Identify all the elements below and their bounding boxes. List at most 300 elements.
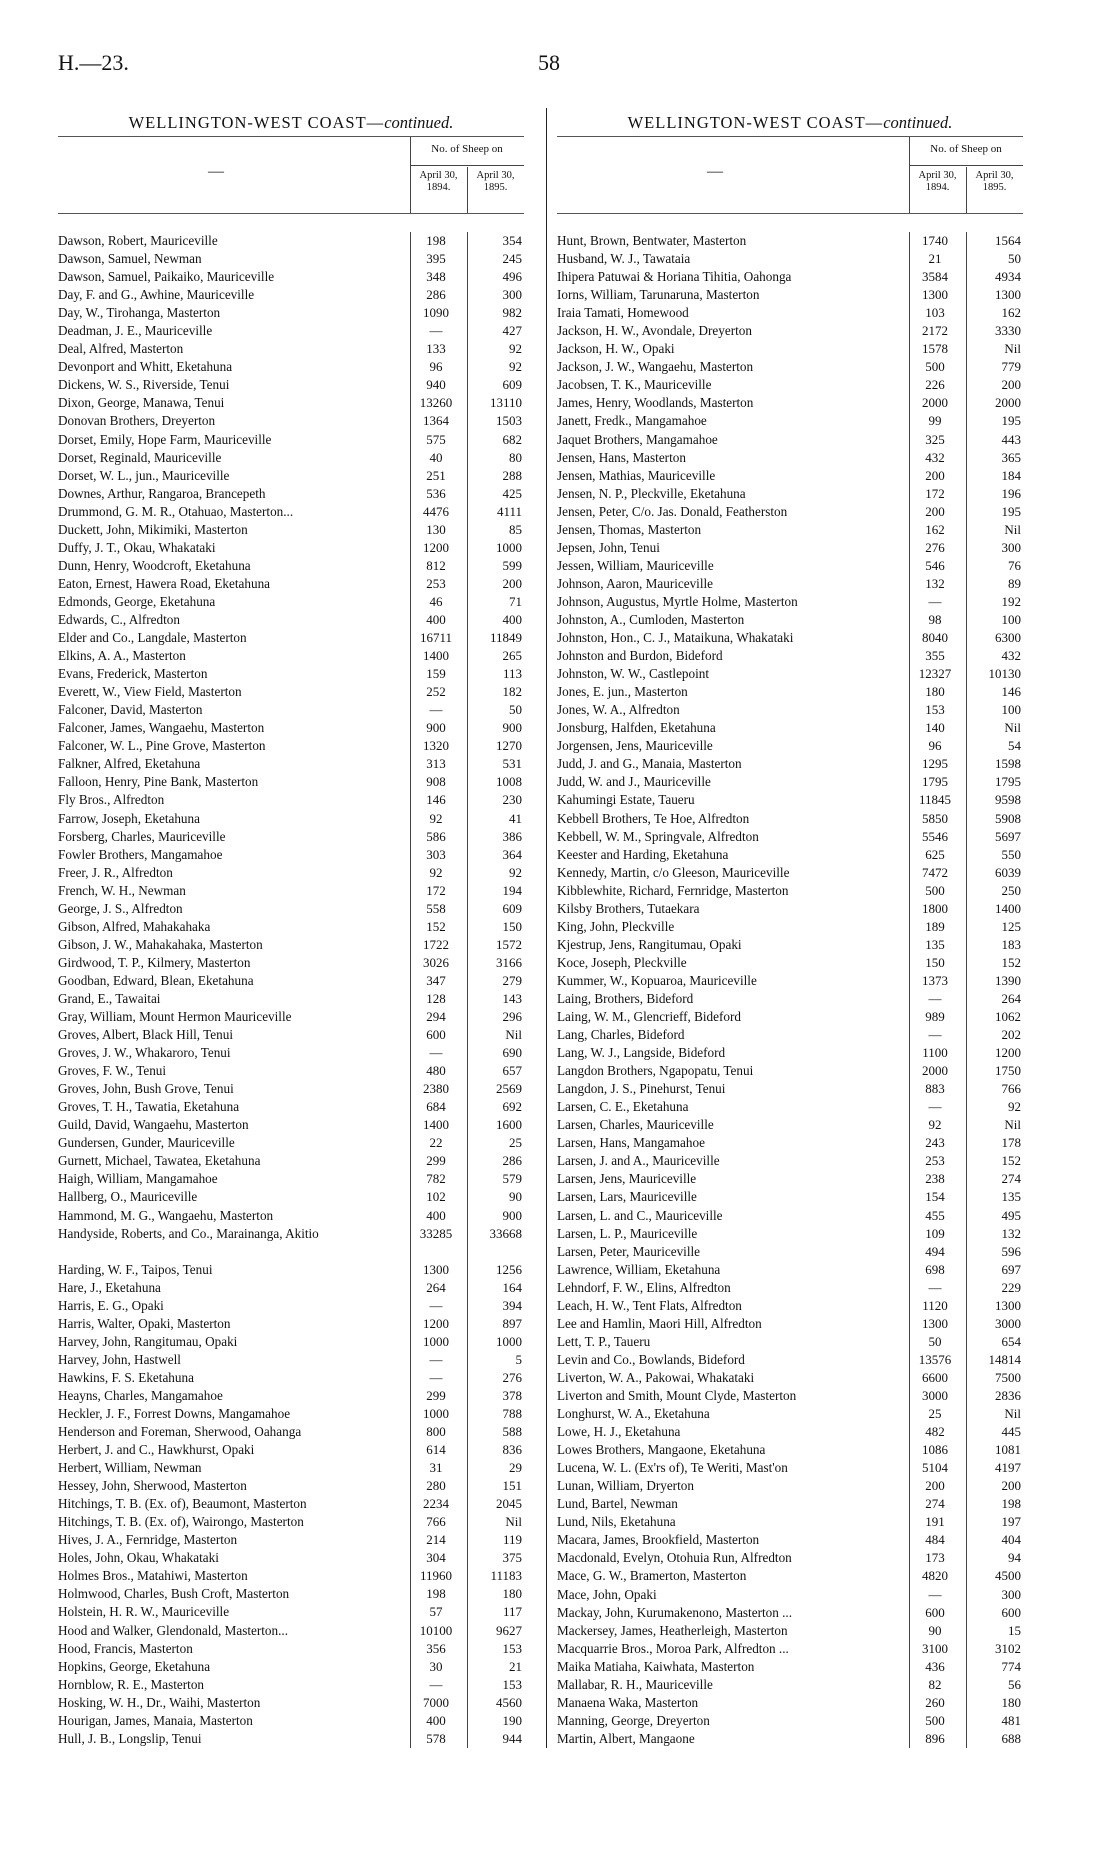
sheep-count-1895: 56 <box>1008 1676 1021 1692</box>
table-row <box>557 1622 1023 1640</box>
owner-name: Deal, Alfred, Masterton <box>58 341 184 357</box>
sheep-count-1895: 4197 <box>995 1460 1021 1476</box>
owner-name: Hawkins, F. S. Eketahuna <box>58 1369 194 1385</box>
sheep-count-1895: 200 <box>1001 1478 1021 1494</box>
sheep-count-1894: 800 <box>426 1424 446 1439</box>
table-row <box>557 1730 1023 1748</box>
table-row <box>58 322 524 340</box>
owner-name: Larsen, C. E., Eketahuna <box>557 1099 689 1115</box>
sheep-count-1894: 140 <box>925 720 945 736</box>
owner-name: Falconer, David, Masterton <box>58 702 203 718</box>
table-row <box>557 1712 1023 1730</box>
owner-name: Harvey, John, Hastwell <box>58 1351 181 1367</box>
sheep-count-1894: 30 <box>429 1658 443 1674</box>
sheep-count-1894: 299 <box>426 1387 446 1403</box>
table-row <box>58 1152 524 1170</box>
sheep-count-1894: 159 <box>426 666 446 682</box>
sheep-count-1895: 432 <box>1001 648 1021 664</box>
sheep-count-1895: 276 <box>502 1369 522 1385</box>
sheep-count-1894: 214 <box>426 1532 446 1548</box>
table-row <box>557 340 1023 358</box>
owner-name: Lee and Hamlin, Maori Hill, Alfredton <box>557 1315 762 1331</box>
table-row <box>557 1044 1023 1062</box>
sheep-count-1894: 482 <box>925 1424 945 1440</box>
owner-name: Kilsby Brothers, Tutaekara <box>557 900 700 916</box>
sheep-count-1895: 119 <box>502 1532 522 1548</box>
sheep-count-1895: 1598 <box>995 756 1021 772</box>
table-row <box>557 376 1023 394</box>
owner-name: Laing, W. M., Glencrieff, Bideford <box>557 1009 741 1025</box>
sheep-count-1895: 92 <box>1008 1099 1021 1115</box>
sheep-count-1895: 229 <box>1001 1279 1021 1295</box>
sheep-count-1895: 697 <box>1001 1261 1021 1277</box>
owner-name: Lund, Bartel, Newman <box>557 1496 678 1512</box>
sheep-count-1894: 3584 <box>922 269 948 285</box>
sheep-count-1895: 400 <box>502 611 522 627</box>
sheep-count-1894: 96 <box>429 359 443 375</box>
table-row <box>557 791 1023 809</box>
sheep-count-1895: 690 <box>502 1045 522 1061</box>
sheep-count-1895: 164 <box>502 1279 522 1295</box>
sheep-count-1894: — <box>928 990 942 1006</box>
table-row <box>557 846 1023 864</box>
table-row <box>58 304 524 322</box>
sheep-count-header: No. of Sheep on <box>930 143 1002 155</box>
sheep-count-1895: 288 <box>502 467 522 483</box>
sheep-count-1895: 92 <box>509 359 522 375</box>
owner-name: Lowes Brothers, Mangaone, Eketahuna <box>557 1442 766 1458</box>
owner-name: Larsen, Jens, Mauriceville <box>557 1171 697 1187</box>
right-table-header <box>557 136 1023 214</box>
sheep-count-1894: 243 <box>925 1135 945 1151</box>
owner-name: Husband, W. J., Tawataia <box>557 251 691 267</box>
sheep-count-1895: Nil <box>505 1027 522 1043</box>
owner-name: Goodban, Edward, Blean, Eketahuna <box>58 972 254 988</box>
date-1895-header: April 30, 1895. <box>975 170 1014 193</box>
owner-name: Langdon Brothers, Ngapopatu, Tenui <box>557 1063 754 1079</box>
sheep-count-1895: 1564 <box>995 233 1021 248</box>
column-divider <box>546 108 547 1748</box>
sheep-count-1895: 496 <box>502 269 522 285</box>
owner-name: Hourigan, James, Manaia, Masterton <box>58 1712 253 1728</box>
owner-name: Jensen, Hans, Masterton <box>557 449 686 465</box>
owner-name: Evans, Frederick, Masterton <box>58 666 208 682</box>
sheep-count-1894: 238 <box>925 1171 945 1187</box>
owner-name: Kummer, W., Kopuaroa, Mauriceville <box>557 972 757 988</box>
sheep-count-1894: 578 <box>426 1730 446 1746</box>
sheep-count-1895: 1200 <box>995 1045 1021 1061</box>
owner-name: Elkins, A. A., Masterton <box>58 648 186 664</box>
table-row <box>557 773 1023 791</box>
right-column <box>557 110 1023 1748</box>
sheep-count-1895: 195 <box>1001 413 1021 429</box>
sheep-count-1894: 3026 <box>423 954 449 970</box>
owner-name: Groves, J. W., Whakaroro, Tenui <box>58 1045 231 1061</box>
table-row <box>58 1495 524 1513</box>
owner-name: Harvey, John, Rangitumau, Opaki <box>58 1333 238 1349</box>
table-row <box>557 1098 1023 1116</box>
table-row <box>557 1188 1023 1206</box>
owner-name: Duckett, John, Mikimiki, Masterton <box>58 521 248 537</box>
owner-name: Grand, E., Tawaitai <box>58 990 161 1006</box>
sheep-count-1894: 274 <box>925 1496 945 1512</box>
sheep-count-1894: 303 <box>426 846 446 862</box>
sheep-count-1894: 1300 <box>922 1315 948 1331</box>
sheep-count-1894: 600 <box>426 1027 446 1043</box>
sheep-count-1895: 1503 <box>496 413 522 429</box>
sheep-count-1894: 586 <box>426 828 446 844</box>
owner-name: Macquarrie Bros., Moroa Park, Alfredton ... <box>557 1640 789 1656</box>
table-row <box>557 1225 1023 1243</box>
table-row <box>557 1261 1023 1279</box>
sheep-count-1895: 300 <box>1001 1586 1021 1602</box>
sheep-count-1894: 989 <box>925 1009 945 1025</box>
sheep-count-1894: 698 <box>925 1261 945 1277</box>
sheep-count-1895: 531 <box>502 756 522 772</box>
owner-name: Iraia Tamati, Homewood <box>557 305 689 321</box>
owner-name: Hitchings, T. B. (Ex. of), Beaumont, Masterton <box>58 1496 307 1512</box>
table-row <box>58 503 524 521</box>
table-row <box>58 340 524 358</box>
sheep-count-1895: 354 <box>502 233 522 248</box>
owner-name: Downes, Arthur, Rangaroa, Brancepeth <box>58 485 266 501</box>
table-row <box>58 737 524 755</box>
owner-name: Martin, Albert, Mangaone <box>557 1730 695 1746</box>
table-row <box>58 1170 524 1188</box>
owner-name: Janett, Fredk., Mangamahoe <box>557 413 707 429</box>
sheep-count-1894: 150 <box>925 954 945 970</box>
owner-name: Jones, E. jun., Masterton <box>557 684 688 700</box>
sheep-count-1894: 400 <box>426 611 446 627</box>
owner-name: Ihipera Patuwai & Horiana Tihitia, Oahonga <box>557 269 792 285</box>
table-row <box>557 918 1023 936</box>
owner-name: Johnston, W. W., Castlepoint <box>557 666 710 682</box>
sheep-count-1895: 6300 <box>995 630 1021 646</box>
sheep-count-1894: 253 <box>426 575 446 591</box>
owner-name: Larsen, Charles, Mauriceville <box>557 1117 714 1133</box>
sheep-count-1895: 657 <box>502 1063 522 1079</box>
sheep-count-1895: 3166 <box>496 954 522 970</box>
table-row <box>58 1640 524 1658</box>
table-row <box>58 846 524 864</box>
sheep-count-1895: 443 <box>1001 431 1021 447</box>
sheep-count-1895: 1572 <box>496 936 522 952</box>
sheep-count-1895: 85 <box>509 521 522 537</box>
owner-name: Judd, J. and G., Manaia, Masterton <box>557 756 742 772</box>
table-row <box>58 1549 524 1567</box>
sheep-count-1895: 1750 <box>995 1063 1021 1079</box>
sheep-count-1895: 50 <box>1008 251 1021 267</box>
sheep-count-1894: 1578 <box>922 341 948 357</box>
sheep-count-1894: 1200 <box>423 1315 449 1331</box>
sheep-count-1895: 41 <box>509 810 522 826</box>
sheep-count-1894: 11960 <box>419 1568 453 1584</box>
table-row <box>58 1730 524 1748</box>
date-1895-header: April 30, 1895. <box>476 170 515 193</box>
owner-name: Girdwood, T. P., Kilmery, Masterton <box>58 954 251 970</box>
owner-name: Fowler Brothers, Mangamahoe <box>58 846 223 862</box>
table-row <box>58 485 524 503</box>
table-row <box>557 1026 1023 1044</box>
sheep-count-1895: 29 <box>509 1460 522 1476</box>
owner-name: Guild, David, Wangaehu, Masterton <box>58 1117 249 1133</box>
table-row <box>557 394 1023 412</box>
table-row <box>557 990 1023 1008</box>
table-row <box>557 1567 1023 1585</box>
sheep-count-1895: 1000 <box>496 539 522 555</box>
sheep-count-1895: 1795 <box>995 774 1021 790</box>
sheep-count-1894: 31 <box>429 1460 443 1476</box>
table-row <box>557 1369 1023 1387</box>
sheep-count-1895: 3000 <box>995 1315 1021 1331</box>
sheep-count-1894: 2234 <box>423 1496 449 1512</box>
owner-name: Dixon, George, Manawa, Tenui <box>58 395 225 411</box>
sheep-count-1895: 202 <box>1001 1027 1021 1043</box>
owner-name: Lett, T. P., Taueru <box>557 1333 651 1349</box>
owner-name: Mackay, John, Kurumakenono, Masterton ... <box>557 1604 793 1620</box>
owner-name: French, W. H., Newman <box>58 882 186 898</box>
owner-name: Eaton, Ernest, Hawera Road, Eketahuna <box>58 575 271 591</box>
owner-name: Holstein, H. R. W., Mauriceville <box>58 1604 230 1620</box>
sheep-count-1894: 908 <box>426 774 446 790</box>
owner-name: Johnson, Augustus, Myrtle Holme, Masterton <box>557 593 798 609</box>
owner-name: Hallberg, O., Mauriceville <box>58 1189 198 1205</box>
sheep-count-1894: 11845 <box>918 792 952 808</box>
sheep-count-1894: 4820 <box>922 1568 948 1584</box>
table-row <box>58 1279 524 1297</box>
sheep-count-1894: 3000 <box>922 1388 948 1403</box>
sheep-count-1895: 296 <box>502 1009 522 1025</box>
sheep-count-1895: 178 <box>1001 1135 1021 1151</box>
table-row <box>557 1586 1023 1604</box>
owner-name: Falconer, James, Wangaehu, Masterton <box>58 720 265 736</box>
sheep-count-1894: 812 <box>426 557 446 573</box>
sheep-count-1895: 2836 <box>995 1388 1021 1403</box>
sheep-count-1895: 135 <box>1001 1189 1021 1205</box>
sheep-count-1895: 1400 <box>995 900 1021 916</box>
sheep-count-1894: 198 <box>426 1586 446 1602</box>
left-table-header <box>58 136 524 214</box>
sheep-count-1895: 982 <box>502 305 522 321</box>
sheep-count-1895: 9627 <box>496 1622 522 1638</box>
sheep-count-1894: 1364 <box>423 413 449 429</box>
owner-name: King, John, Pleckville <box>557 918 675 934</box>
sheep-count-1895: 654 <box>1001 1333 1021 1349</box>
table-row <box>557 539 1023 557</box>
sheep-count-1895: 143 <box>502 990 522 1006</box>
owner-name: Jensen, Thomas, Masterton <box>557 521 702 537</box>
sheep-count-1894: 103 <box>925 305 945 321</box>
table-row <box>58 467 524 485</box>
sheep-count-1895: 50 <box>509 702 522 718</box>
sheep-count-1894: 325 <box>925 431 945 447</box>
table-row <box>557 665 1023 683</box>
owner-name: Dorset, W. L., jun., Mauriceville <box>58 467 230 483</box>
sheep-count-1894: 766 <box>426 1514 446 1530</box>
table-row <box>58 557 524 575</box>
table-row <box>557 1170 1023 1188</box>
sheep-count-1894: 500 <box>925 359 945 375</box>
sheep-count-1895: 200 <box>502 575 522 591</box>
table-row <box>58 539 524 557</box>
sheep-count-1895: 788 <box>502 1405 522 1421</box>
owner-name: Maika Matiaha, Kaiwhata, Masterton <box>557 1658 755 1674</box>
sheep-count-1894: 546 <box>925 557 945 573</box>
sheep-count-1894: 1400 <box>423 648 449 664</box>
sheep-count-1894: 1300 <box>423 1261 449 1277</box>
sheep-count-1895: 1600 <box>496 1117 522 1133</box>
owner-name: George, J. S., Alfredton <box>58 900 183 916</box>
table-row <box>557 557 1023 575</box>
owner-name: Larsen, J. and A., Mauriceville <box>557 1153 720 1169</box>
sheep-count-1894: 1320 <box>423 738 449 754</box>
owner-name: Levin and Co., Bowlands, Bideford <box>557 1351 745 1367</box>
table-row <box>557 1640 1023 1658</box>
sheep-count-1894: 1090 <box>423 305 449 321</box>
table-row <box>557 1243 1023 1261</box>
sheep-count-1894: 21 <box>928 251 942 267</box>
sheep-count-1894: 600 <box>925 1604 945 1620</box>
table-row <box>58 900 524 918</box>
sheep-count-1894: 251 <box>426 467 446 483</box>
sheep-count-1894: 6600 <box>922 1369 948 1385</box>
table-row <box>58 1188 524 1206</box>
table-row <box>58 1567 524 1585</box>
owner-name: Lawrence, William, Eketahuna <box>557 1261 721 1277</box>
sheep-count-1895: 25 <box>509 1135 522 1151</box>
table-row <box>58 1333 524 1351</box>
owner-name: Kibblewhite, Richard, Fernridge, Masterton <box>557 882 789 898</box>
sheep-count-1894: 152 <box>426 918 446 934</box>
table-row <box>557 1116 1023 1134</box>
sheep-count-1895: 550 <box>1001 846 1021 862</box>
sheep-count-1894: — <box>928 1027 942 1043</box>
owner-name: Hull, J. B., Longslip, Tenui <box>58 1730 202 1746</box>
sheep-count-1894: 264 <box>426 1279 446 1295</box>
table-row <box>557 1423 1023 1441</box>
sheep-count-1895: 89 <box>1008 575 1021 591</box>
table-row <box>58 1423 524 1441</box>
table-row <box>557 1387 1023 1405</box>
owner-name: Herbert, William, Newman <box>58 1460 202 1476</box>
owner-name: Hosking, W. H., Dr., Waihi, Masterton <box>58 1694 261 1710</box>
sheep-count-1895: Nil <box>1004 720 1021 736</box>
sheep-count-1894: 558 <box>426 900 446 916</box>
table-row <box>557 1459 1023 1477</box>
table-row <box>58 1315 524 1333</box>
owner-name: Kahumingi Estate, Taueru <box>557 792 695 808</box>
owner-name: Devonport and Whitt, Eketahuna <box>58 359 233 375</box>
sheep-count-1895: 151 <box>502 1478 522 1494</box>
sheep-count-1894: 1300 <box>922 287 948 303</box>
table-row <box>58 1207 524 1225</box>
sheep-count-1895: 76 <box>1008 557 1021 573</box>
sheep-count-1895: 152 <box>1001 1153 1021 1169</box>
sheep-count-1894: 1000 <box>423 1405 449 1421</box>
sheep-count-1895: 6039 <box>995 864 1021 880</box>
sheep-count-1894: 2380 <box>423 1081 449 1097</box>
sheep-count-1895: 495 <box>1001 1207 1021 1223</box>
sheep-count-1894: 132 <box>925 575 945 591</box>
table-row <box>557 412 1023 430</box>
sheep-count-1895: 10130 <box>988 666 1021 682</box>
table-row <box>58 972 524 990</box>
sheep-count-1894: 896 <box>925 1730 945 1746</box>
table-row <box>58 1134 524 1152</box>
sheep-count-1895: 682 <box>502 431 522 447</box>
sheep-count-1894: 10100 <box>419 1622 453 1638</box>
table-row <box>557 575 1023 593</box>
sheep-count-1894: 109 <box>925 1225 945 1241</box>
sheep-count-1895: 198 <box>1001 1496 1021 1512</box>
owner-name: Day, F. and G., Awhine, Mauriceville <box>58 287 255 303</box>
right-column-title: WELLINGTON-WEST COAST—continued. <box>627 113 953 132</box>
sheep-count-1895: 200 <box>1001 377 1021 393</box>
sheep-count-1895: 944 <box>502 1730 522 1746</box>
owner-name: Lowe, H. J., Eketahuna <box>557 1424 681 1440</box>
sheep-count-1894: 162 <box>925 521 945 537</box>
sheep-count-1894: 172 <box>925 485 945 501</box>
table-row <box>58 1712 524 1730</box>
owner-name: Jepsen, John, Tenui <box>557 539 660 555</box>
owner-name: Hammond, M. G., Wangaehu, Masterton <box>58 1207 274 1223</box>
owner-name: Kjestrup, Jens, Rangitumau, Opaki <box>557 936 742 952</box>
left-column <box>58 110 524 1748</box>
sheep-count-1894: 200 <box>925 1478 945 1494</box>
sheep-count-1895: 33668 <box>489 1225 522 1241</box>
table-row <box>557 810 1023 828</box>
sheep-count-1895: 250 <box>1001 882 1021 898</box>
owner-name: Liverton, W. A., Pakowai, Whakataki <box>557 1369 755 1385</box>
sheep-count-1894: 189 <box>925 918 945 934</box>
owner-name: Larsen, Hans, Mangamahoe <box>557 1135 705 1151</box>
sheep-count-1894: 173 <box>925 1550 945 1566</box>
table-row <box>557 1080 1023 1098</box>
sheep-count-1894: 1373 <box>922 972 948 988</box>
table-row <box>58 431 524 449</box>
sheep-count-1894: 614 <box>426 1442 446 1458</box>
owner-name: Herbert, J. and C., Hawkhurst, Opaki <box>58 1442 255 1458</box>
owner-name: Jones, W. A., Alfredton <box>557 702 680 718</box>
owner-name: Koce, Joseph, Pleckville <box>557 954 687 970</box>
sheep-count-1895: 117 <box>502 1604 522 1620</box>
table-row <box>557 286 1023 304</box>
table-row <box>557 1152 1023 1170</box>
owner-name: Dawson, Samuel, Paikaiko, Mauriceville <box>58 269 275 285</box>
sheep-count-1894: 625 <box>925 846 945 862</box>
sheep-count-1894: 82 <box>928 1676 942 1692</box>
sheep-count-1895: 1256 <box>496 1261 522 1277</box>
sheep-count-1895: 1270 <box>496 738 522 754</box>
sheep-count-1895: 599 <box>502 557 522 573</box>
sheep-count-1895: 609 <box>502 377 522 393</box>
sheep-count-1895: 71 <box>509 593 522 609</box>
owner-name: Freer, J. R., Alfredton <box>58 864 173 880</box>
owner-name: Lucena, W. L. (Ex'rs of), Te Weriti, Mast'on <box>557 1460 788 1476</box>
owner-name: Henderson and Foreman, Sherwood, Oahanga <box>58 1424 302 1439</box>
sheep-count-1894: 7000 <box>423 1694 449 1710</box>
table-row <box>58 268 524 286</box>
table-row <box>58 990 524 1008</box>
table-row <box>58 521 524 539</box>
sheep-count-1894: 304 <box>426 1550 446 1566</box>
owner-name: Everett, W., View Field, Masterton <box>58 684 242 700</box>
sheep-count-1894: 92 <box>928 1117 942 1133</box>
owner-name: Jonsburg, Halfden, Eketahuna <box>557 720 716 736</box>
page-number: 58 <box>538 50 560 75</box>
sheep-count-1895: 779 <box>1001 359 1021 375</box>
table-row <box>58 1116 524 1134</box>
